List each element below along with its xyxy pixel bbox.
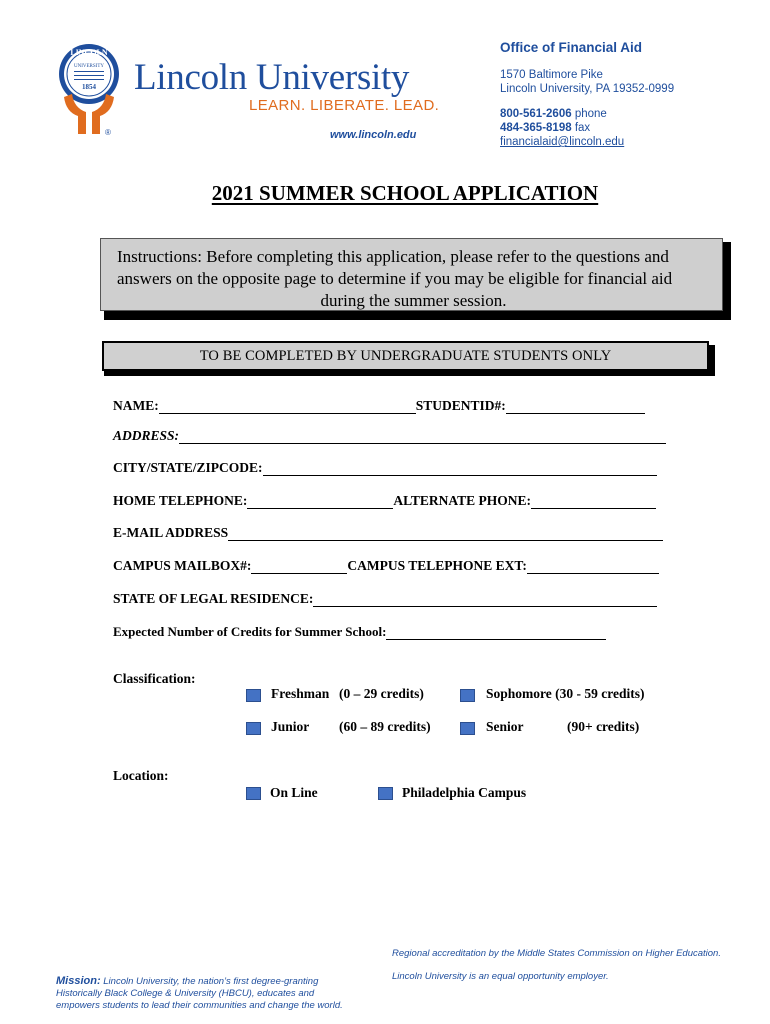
address-line-2: Lincoln University, PA 19352-0999: [500, 83, 675, 95]
equal-opportunity-note: Lincoln University is an equal opportunity employer.: [392, 971, 609, 982]
freshman-checkbox[interactable]: [246, 689, 261, 702]
residence-row: [113, 591, 657, 607]
online-checkbox[interactable]: [246, 787, 261, 800]
home-phone-label: HOME TELEPHONE:: [113, 493, 248, 508]
university-seal-logo: [56, 42, 122, 134]
contact-block: [500, 41, 674, 149]
office-name: Office of Financial Aid: [500, 40, 643, 55]
credits-row: [113, 624, 606, 640]
student-id-field[interactable]: [506, 400, 645, 414]
sophomore-label: Sophomore (30 - 59 credits): [486, 686, 645, 701]
senior-checkbox[interactable]: [460, 722, 475, 735]
freshman-range: (0 – 29 credits): [339, 686, 424, 701]
email-label: E-MAIL ADDRESS: [113, 525, 229, 540]
student-id-label: STUDENTID#:: [415, 398, 506, 413]
sophomore-checkbox[interactable]: [460, 689, 475, 702]
university-name: Lincoln University: [134, 57, 410, 98]
alt-phone-field[interactable]: [531, 495, 656, 509]
phone-label: phone: [571, 108, 607, 120]
seal-ring-text: UNIVERSITY: [74, 64, 104, 69]
alt-phone-label: ALTERNATE PHONE:: [393, 493, 532, 508]
senior-label: Senior: [486, 719, 524, 734]
seal-top-text: LINCOLN: [70, 48, 108, 57]
seal-year-text: 1854: [82, 83, 96, 91]
website-link[interactable]: www.lincoln.edu: [330, 129, 417, 141]
accreditation-note: Regional accreditation by the Middle States Commission on Higher Education.: [392, 948, 721, 959]
name-field[interactable]: [159, 400, 416, 414]
address-label: ADDRESS:: [113, 428, 180, 443]
registered-mark: ®: [105, 128, 111, 137]
campus-row: [113, 558, 659, 574]
mission-line-2: Historically Black College & University (HBCU), educates and: [56, 988, 315, 999]
email-link[interactable]: financialaid@lincoln.edu: [500, 136, 625, 148]
junior-label: Junior: [271, 719, 310, 734]
page-title: 2021 SUMMER SCHOOL APPLICATION: [211, 181, 599, 205]
home-phone-field[interactable]: [247, 495, 393, 509]
instructions-box: [100, 238, 723, 311]
legal-residence-label: STATE OF LEGAL RESIDENCE:: [113, 591, 314, 606]
instructions-line-3: during the summer session.: [320, 291, 507, 310]
mission-line-1: Lincoln University, the nation’s first degree-granting: [100, 976, 319, 987]
classification-label: Classification:: [113, 671, 196, 686]
philadelphia-checkbox[interactable]: [378, 787, 393, 800]
legal-residence-field[interactable]: [313, 593, 657, 607]
location-label: Location:: [113, 768, 169, 783]
instructions-line-2: answers on the opposite page to determine if you may be eligible for financial aid: [117, 269, 673, 288]
city-row: [113, 460, 657, 476]
undergraduate-banner: TO BE COMPLETED BY UNDERGRADUATE STUDENTS ONLY: [102, 341, 709, 371]
mission-line-3: empowers students to lead their communities and change the world.: [56, 1000, 343, 1011]
mission-label: Mission:: [56, 975, 101, 987]
address-field[interactable]: [179, 430, 666, 444]
phone-line: [500, 107, 674, 121]
freshman-label: Freshman: [271, 686, 330, 701]
campus-mailbox-field[interactable]: [251, 560, 347, 574]
junior-checkbox[interactable]: [246, 722, 261, 735]
name-row: [113, 398, 645, 414]
campus-mailbox-label: CAMPUS MAILBOX#:: [113, 558, 252, 573]
campus-ext-label: CAMPUS TELEPHONE EXT:: [347, 558, 527, 573]
fax-line: [500, 121, 674, 135]
name-label: NAME:: [113, 398, 159, 413]
address-row: [113, 428, 666, 444]
city-state-zip-label: CITY/STATE/ZIPCODE:: [113, 460, 263, 475]
fax-number: 484-365-8198: [500, 122, 572, 134]
senior-range: (90+ credits): [567, 719, 640, 734]
mission-statement: [56, 975, 376, 1012]
instructions-line-1: Instructions: Before completing this application, please refer to the questions and: [117, 247, 669, 266]
junior-range: (60 – 89 credits): [339, 719, 431, 734]
phone-number: 800-561-2606: [500, 108, 572, 120]
online-label: On Line: [270, 785, 318, 800]
email-field[interactable]: [228, 527, 663, 541]
philadelphia-label: Philadelphia Campus: [402, 785, 527, 800]
city-state-zip-field[interactable]: [263, 462, 657, 476]
address-line-1: 1570 Baltimore Pike: [500, 69, 603, 81]
email-row: [113, 525, 663, 541]
credits-field[interactable]: [386, 626, 606, 640]
campus-ext-field[interactable]: [527, 560, 659, 574]
phone-row: [113, 493, 656, 509]
credits-label: Expected Number of Credits for Summer School:: [113, 624, 387, 639]
fax-label: fax: [571, 122, 591, 134]
university-tagline: LEARN. LIBERATE. LEAD.: [249, 97, 440, 114]
